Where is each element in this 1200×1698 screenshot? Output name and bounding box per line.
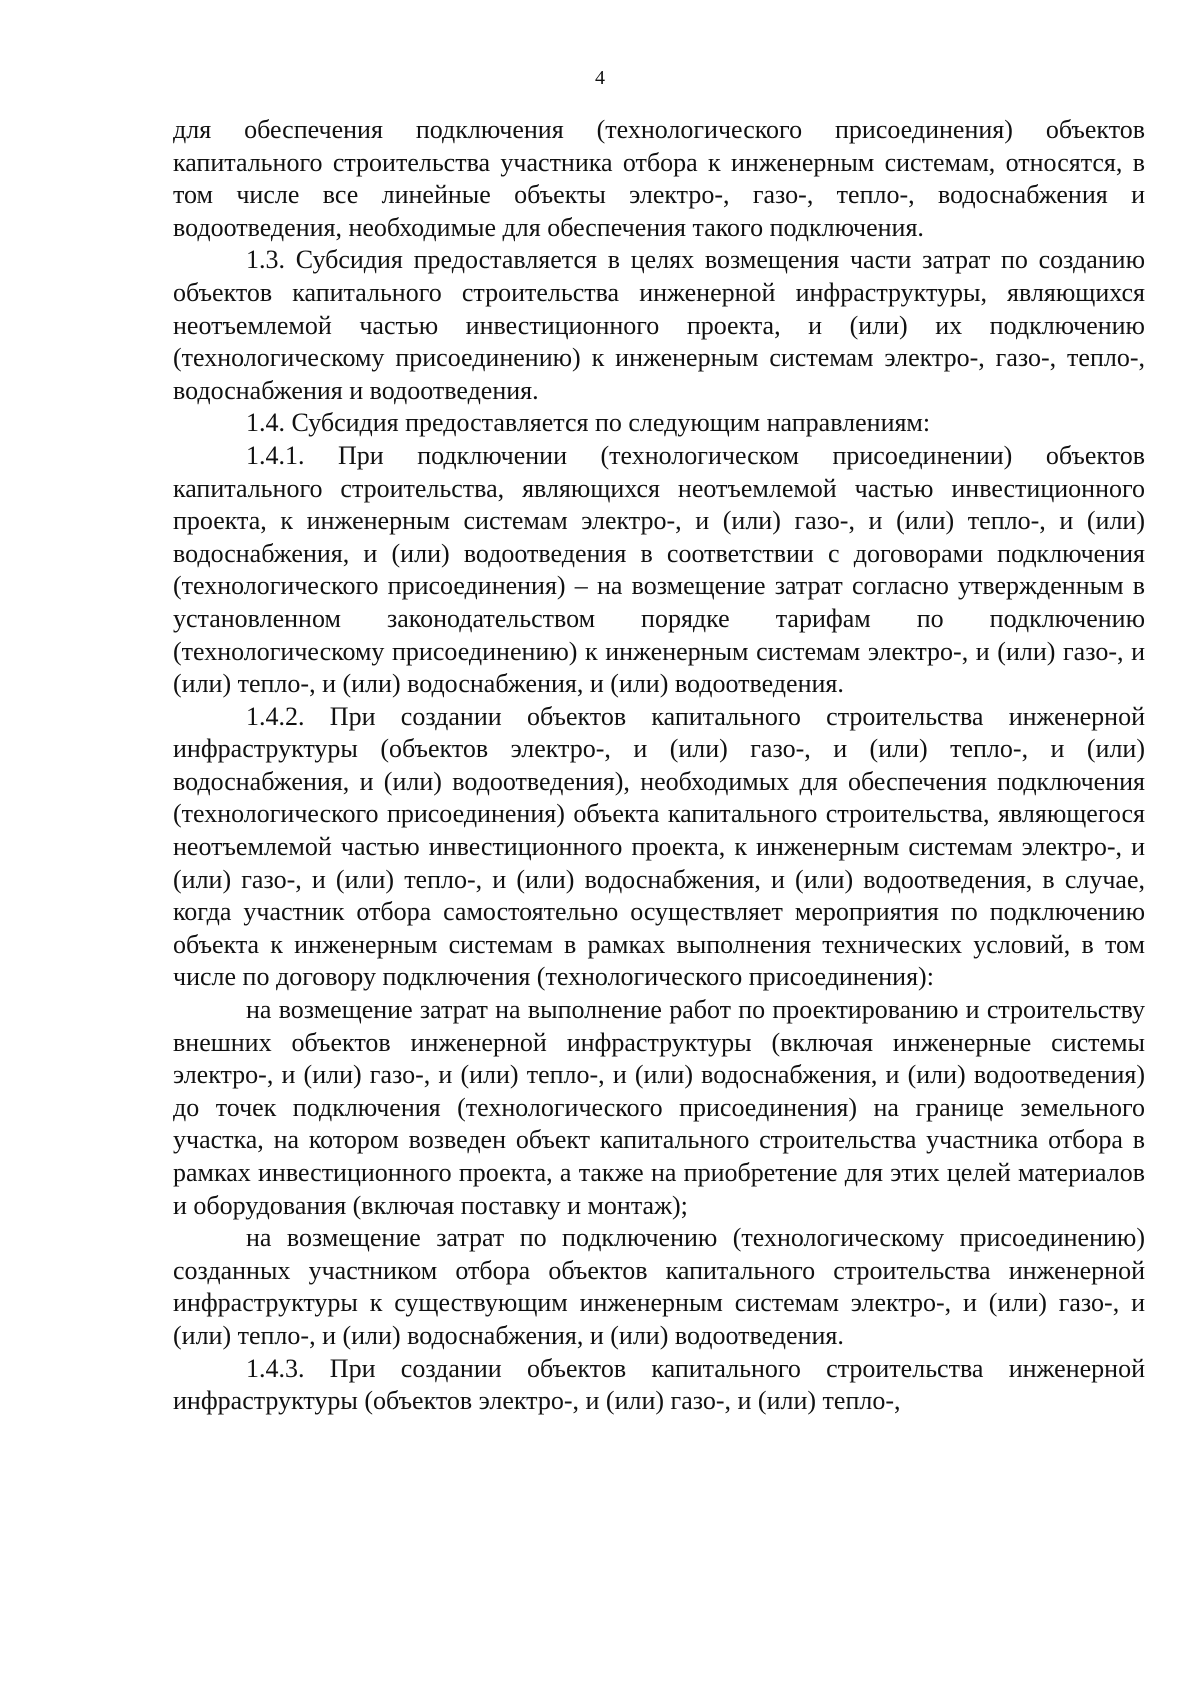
document-body — [173, 114, 1145, 1418]
page-number: 4 — [595, 67, 605, 89]
paragraph-1-4-2: 1.4.2. При создании объектов капитального строительства инженерной инфраструктуры (объектов электро-, и (или) газо-, и (или) тепло-, и (или) водоснабжения, и (или) водоотведения), необходимых для обеспечения подключения (технологического присоединения) объекта капитального строительства, являющегося неотъемлемой частью инвестиционного проекта, к инженерным системам электро-, и (или) газо-, и (или) тепло-, и (или) водоснабжения, и (или) водоотведения, в случае, когда участник отбора самостоятельно осуществляет мероприятия по подключению объекта к инженерным системам в рамках выполнения технических условий, в том числе по договору подключения (технологического присоединения): — [173, 701, 1145, 992]
paragraph-1-3: 1.3. Субсидия предоставляется в целях возмещения части затрат по созданию объектов капитального строительства инженерной инфраструктуры, являющихся неотъемлемой частью инвестиционного проекта, и (или) их подключению (технологическому присоединению) к инженерным системам электро-, газо-, тепло-, водоснабжения и водоотведения. — [173, 245, 1145, 405]
paragraph-1-4: 1.4. Субсидия предоставляется по следующим направлениям: — [246, 408, 931, 438]
paragraph-1-4-2-item-1: на возмещение затрат на выполнение работ по проектированию и строительству внешних объектов инженерной инфраструктуры (включая инженерные системы электро-, и (или) газо-, и (или) тепло-, и (или) водоснабжения, и (или) водоотведения) до точек подключения (технологического присоединения) на границе земельного участка, на котором возведен объект капитального строительства участника отбора в рамках инвестиционного проекта, а также на приобретение для этих целей материалов и оборудования (включая поставку и монтаж); — [173, 995, 1145, 1220]
paragraph-1-4-3: 1.4.3. При создании объектов капитального строительства инженерной инфраструктуры (объектов электро-, и (или) газо-, и (или) тепло-, — [173, 1353, 1145, 1416]
paragraph-1-4-1: 1.4.1. При подключении (технологическом присоединении) объектов капитального строительства, являющихся неотъемлемой частью инвестиционного проекта, к инженерным системам электро-, и (или) газо-, и (или) тепло-, и (или) водоснабжения, и (или) водоотведения в соответствии с договорами подключения (технологического присоединения) – на возмещение затрат согласно утвержденным в установленном законодательством порядке тарифам по подключению (технологическому присоединению) к инженерным системам электро-, и (или) газо-, и (или) тепло-, и (или) водоснабжения, и (или) водоотведения. — [173, 440, 1145, 699]
paragraph-1-4-2-item-2: на возмещение затрат по подключению (технологическому присоединению) созданных участником отбора объектов капитального строительства инженерной инфраструктуры к существующим инженерным системам электро-, и (или) газо-, и (или) тепло-, и (или) водоснабжения, и (или) водоотведения. — [173, 1223, 1145, 1350]
paragraph-continuation: для обеспечения подключения (технологического присоединения) объектов капитального строительства участника отбора к инженерным системам, относятся, в том числе все линейные объекты электро-, газо-, тепло-, водоснабжения и водоотведения, необходимые для обеспечения такого подключения. — [173, 115, 1145, 242]
